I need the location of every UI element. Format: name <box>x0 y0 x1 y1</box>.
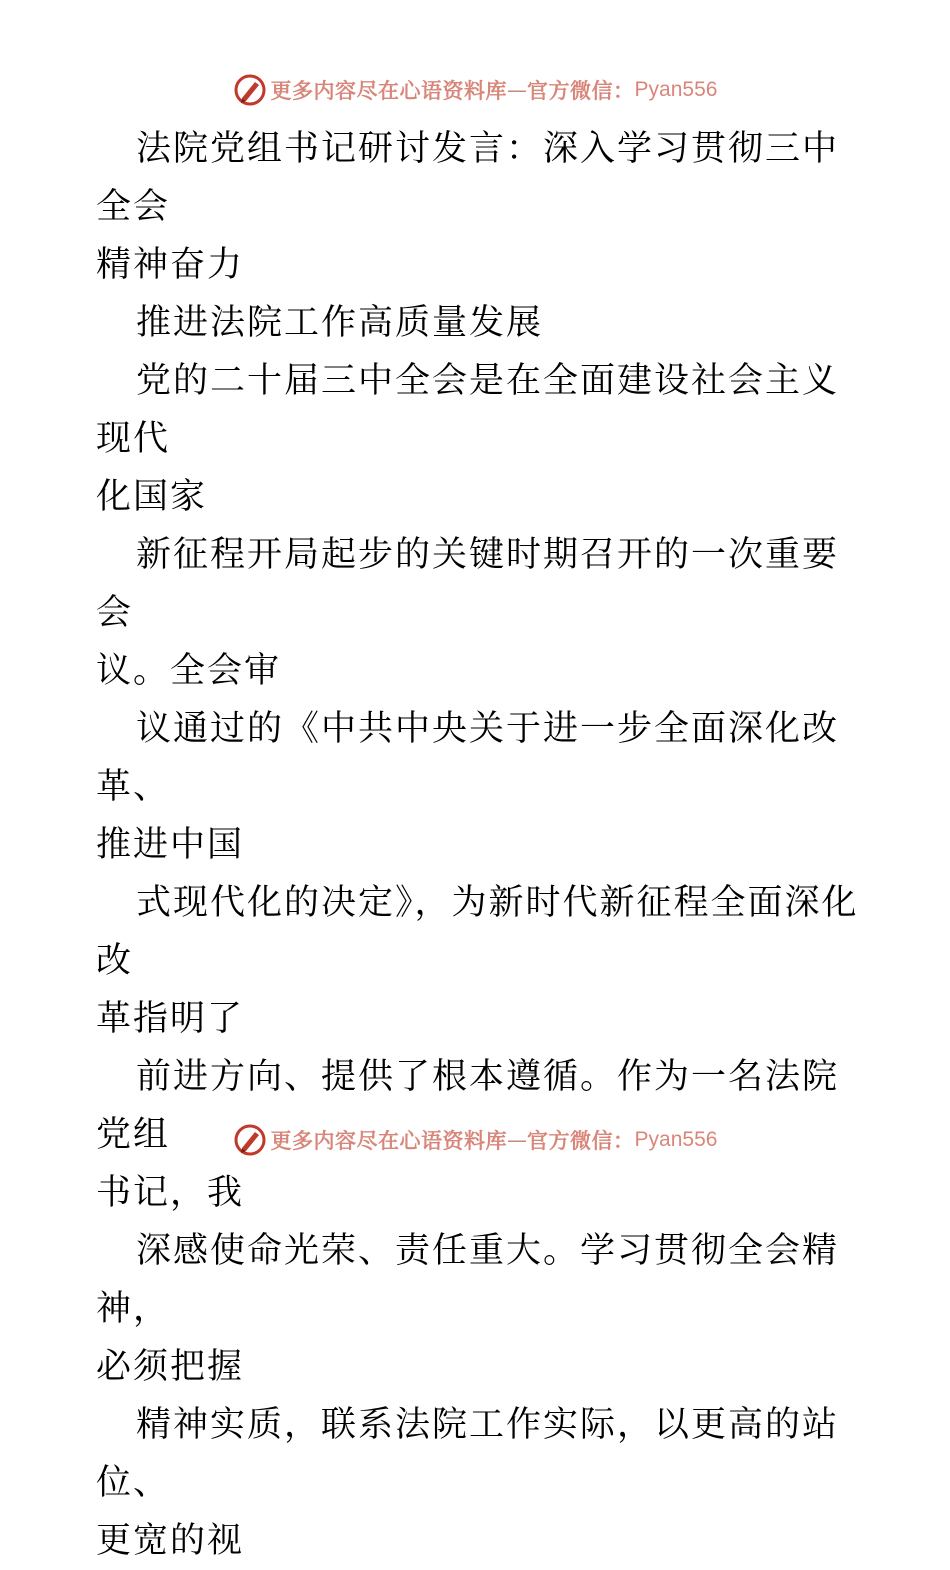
watermark-wechat-label: 官方微信： <box>527 1128 635 1153</box>
paragraph-line <box>96 1396 866 1570</box>
line-rest: 化国家 <box>96 477 208 517</box>
line-rest: 精神奋力 <box>96 245 245 285</box>
paragraph-line <box>96 874 866 1048</box>
pen-logo-icon <box>233 73 267 107</box>
line-first: 精神实质，联系法院工作实际，以更高的站位、 <box>96 1405 840 1503</box>
line-first: 推进法院工作高质量发展 <box>136 303 544 343</box>
watermark-wechat-id: Pyan556 <box>634 1128 718 1151</box>
line-first: 前进方向、提供了根本遵循。作为一名法院党组 <box>96 1057 840 1155</box>
paragraph-line <box>96 294 866 352</box>
watermark-site-text: 更多内容尽在心语资料库 <box>270 1128 508 1153</box>
line-rest: 必须把握 <box>96 1347 245 1387</box>
paragraph-line <box>96 352 866 526</box>
watermark-wechat-id: Pyan556 <box>634 78 718 101</box>
header-watermark <box>0 70 950 110</box>
line-rest: 议。全会审 <box>96 651 282 691</box>
watermark-wechat-label: 官方微信： <box>527 78 635 103</box>
line-first: 议通过的《中共中央关于进一步全面深化改革、 <box>96 709 840 807</box>
paragraph-line <box>96 526 866 700</box>
footer-watermark <box>0 1120 950 1160</box>
line-first: 法院党组书记研讨发言：深入学习贯彻三中全会 <box>96 129 840 227</box>
watermark-separator: — <box>507 1128 528 1152</box>
paragraph-line <box>96 700 866 874</box>
line-first: 式现代化的决定》，为新时代新征程全面深化改 <box>96 883 859 981</box>
paragraph-line <box>96 1222 866 1396</box>
document-body <box>96 120 866 1570</box>
watermark-separator: — <box>507 78 528 102</box>
paragraph-line <box>96 120 866 294</box>
line-first: 党的二十届三中全会是在全面建设社会主义现代 <box>96 361 840 459</box>
watermark-site-text: 更多内容尽在心语资料库 <box>270 78 508 103</box>
pen-logo-icon <box>233 1123 267 1157</box>
line-first: 深感使命光荣、责任重大。学习贯彻全会精神， <box>96 1231 840 1329</box>
line-rest: 革指明了 <box>96 999 245 1039</box>
line-rest: 更宽的视 <box>96 1521 245 1561</box>
line-rest: 推进中国 <box>96 825 245 865</box>
line-rest: 书记，我 <box>96 1173 245 1213</box>
line-first: 新征程开局起步的关键时期召开的一次重要会 <box>96 535 840 633</box>
